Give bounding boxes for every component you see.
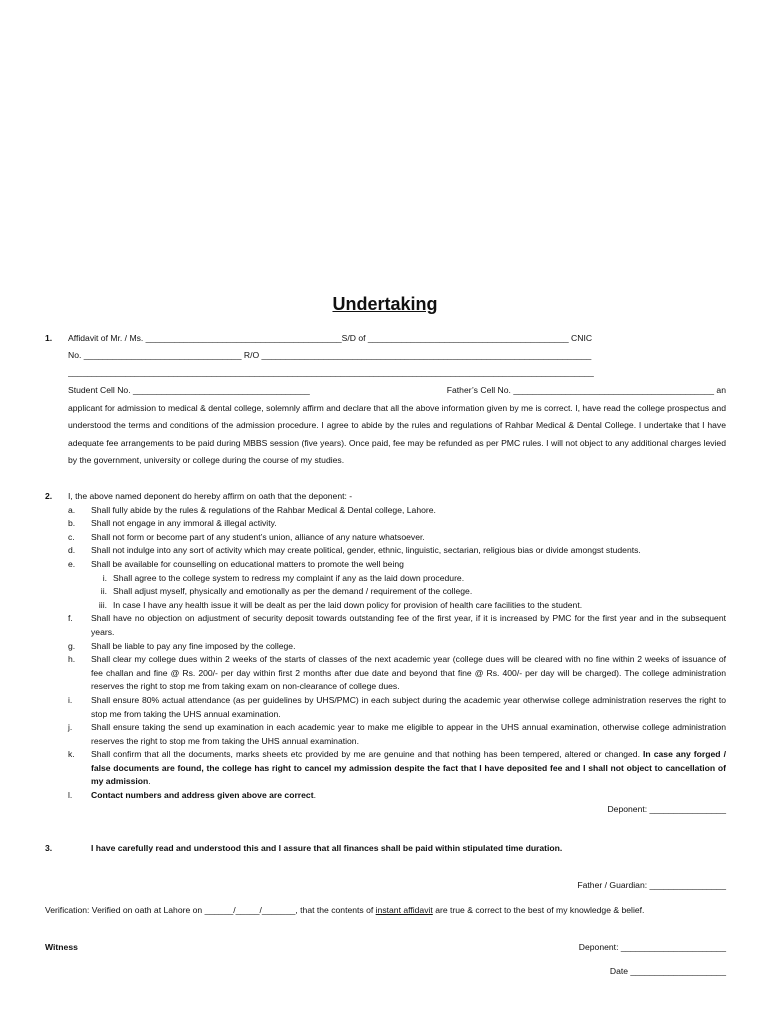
list-item-l: l. Contact numbers and address given above are correct.: [68, 790, 316, 801]
deponent-signature-2: Deponent: ______________________: [578, 942, 726, 952]
section-2-list: [68, 490, 726, 816]
father-guardian-signature: Father / Guardian: ________________: [577, 880, 726, 890]
sub-item-i: i. Shall agree to the college system to redress my complaint if any as the laid down procedure.: [102, 572, 465, 583]
list-item-b: b. Shall not engage in any immoral & illegal activity.: [68, 518, 277, 529]
instant-affidavit-text: instant affidavit: [375, 905, 433, 915]
list-item-g: g. Shall be liable to pay any fine imposed by the college.: [68, 640, 296, 651]
section-2-number: 2.: [45, 491, 53, 501]
verification-paragraph: Verification: Verified on oath at Lahore on ______/_____/_______, that the contents of instant affidavit are true & correct to the best of my knowledge & belief.: [45, 905, 645, 915]
section-3-number: 3.: [45, 843, 53, 853]
list-item-k: k. Shall confirm that all the documents, marks sheets etc provided by me are genuine and that nothing has been tempered, altered or changed. In case any forged / false documents are found, the college has right to cancel my admission despite the fact that I have deposited fee and I shall not object to cancellation of my admission.: [68, 749, 726, 787]
witness-label: Witness: [45, 942, 78, 952]
list-item-e: e. Shall be available for counselling on educational matters to promote the well being: [68, 558, 404, 569]
list-item-a: a. Shall fully abide by the rules & regulations of the Rahbar Medical & Dental college, Lahore.: [68, 504, 436, 515]
page-title: Undertaking: [332, 294, 438, 314]
affidavit-line-1: Affidavit of Mr. / Ms. _________________________________________S/D of __________________________________________ CNIC: [68, 333, 593, 343]
student-cell-line: Student Cell No. _____________________________________: [68, 385, 310, 395]
father-cell-line: Father’s Cell No. __________________________________________ an: [446, 385, 726, 395]
sub-item-iii: iii. In case I have any health issue it will be dealt as per the laid down policy for provision of health care facilities to the student.: [98, 599, 583, 610]
section-1-number: 1.: [45, 333, 53, 343]
section-3-text: I have carefully read and understood this and I assure that all finances shall be paid within stipulated time duration.: [91, 843, 563, 853]
affidavit-line-3: ______________________________________________________________________________________________________________: [68, 367, 594, 377]
list-item-h: h. Shall clear my college dues within 2 weeks of the starts of classes of the next academic year (college dues will be cleared with no fine within 2 weeks of issuance of fee challan and fine @ Rs. 200/- per day within first 2 months after due date and beyond that fine @ Rs. 400/- per day will be charged). The college administration reserves the right to stop me from taking exam on non-clearance of college dues.: [68, 654, 726, 692]
declaration-paragraph: applicant for admission to medical & dental college, solemnly affirm and declare that all the above information given by me is correct. I, have read the college prospectus and understood the terms and conditions of the admission procedure. I agree to abide by the rules and regulations of Rahbar Medical & Dental College. I undertake that I have adequate fee arrangements to be paid during MBBS session (five years). Once paid, fee may be refunded as per PMC rules. I will not object to any additional charges levied by the government, university or college during the course of my studies.: [68, 403, 726, 466]
deponent-signature-1: Deponent: ________________: [607, 803, 726, 814]
affidavit-line-2: No. _________________________________ R/O _____________________________________________________________________: [68, 350, 592, 360]
list-item-j: j. Shall ensure taking the send up examination in each academic year to make me eligible to appear in the UHS annual examination, otherwise college administration reserves the right to stop me from taking the UHS annual examination.: [68, 722, 726, 746]
list-item-c: c. Shall not form or become part of any student’s union, alliance of any nature whatsoever.: [68, 531, 425, 542]
date-line: Date ____________________: [609, 966, 726, 976]
list-item-f: f. Shall have no objection on adjustment of security deposit towards outstanding fee of the first year, if it is increased by PMC for the first year and in the subsequent years.: [68, 613, 726, 637]
list-item-d: d. Shall not indulge into any sort of activity which may create political, gender, ethnic, linguistic, sectarian, religious bias or divide amongst students.: [68, 545, 641, 556]
section-2-intro: I, the above named deponent do hereby affirm on oath that the deponent: -: [68, 491, 353, 501]
sub-item-ii: ii. Shall adjust myself, physically and emotionally as per the demand / requirement of the college.: [100, 586, 473, 597]
list-item-i: i. Shall ensure 80% actual attendance (as per guidelines by UHS/PMC) in each subject during the academic year otherwise college administration reserves the right to stop me from taking the UHS annual examination.: [68, 694, 726, 719]
